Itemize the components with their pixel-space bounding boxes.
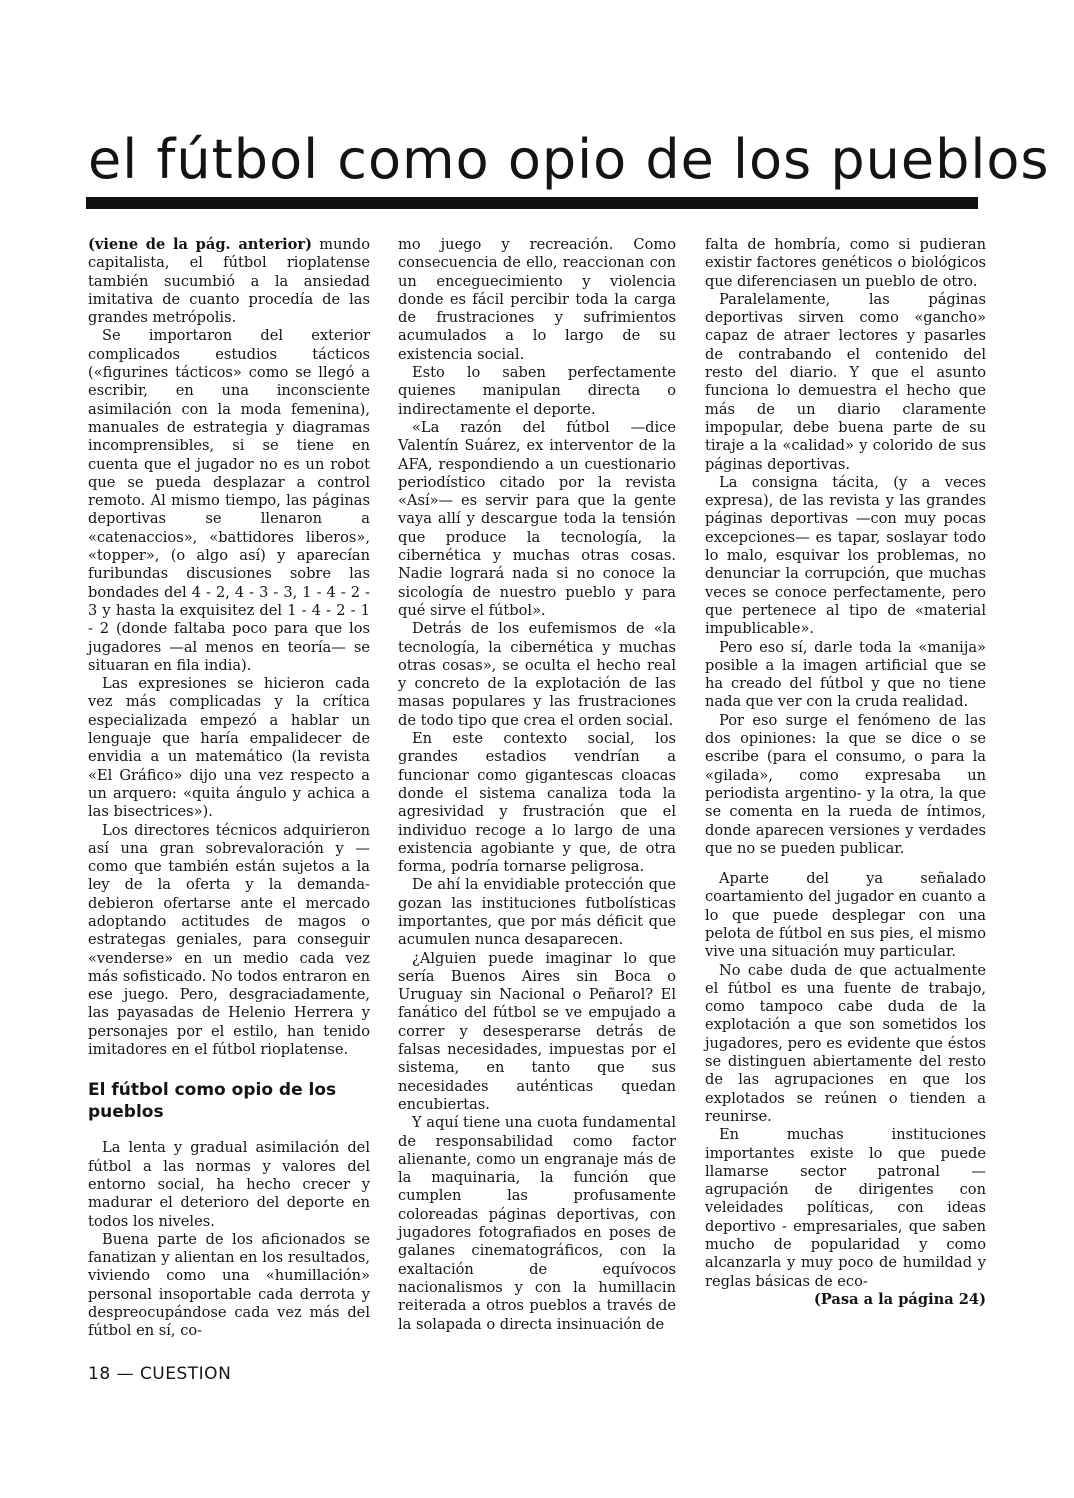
title-rule: [86, 197, 978, 209]
column-3: [705, 236, 986, 1309]
paragraph: «La razón del fútbol —dice Valentín Suárez, ex interventor de la AFA, respondiendo a un cuestionario periodístico citado por la revista «Así»— es servir para que la gente vaya allí y descargue toda la tensión que produce la tecnología, la cibernética y muchas otras cosas. Nadie logrará nada si no conoce la sicología de nuestro pueblo y para qué sirve el fútbol».: [398, 418, 676, 619]
paragraph: En muchas instituciones importantes existe lo que puede llamarse sector patronal —agrupación de dirigentes con veleidades políticas, con ideas deportivo - empresariales, que saben mucho de popularidad y como alcanzarla y muy poco de humildad y reglas básicas de eco-: [705, 1126, 986, 1290]
paragraph-gap: [705, 858, 986, 870]
paragraph: Los directores técnicos adquirieron así una gran sobrevaloración y —como que también están sujetos a la ley de la oferta y la demanda- debieron ofertarse ante el mercado adoptando actitudes de magos o estrategas geniales, para conseguir «venderse» en un medio cada vez más sofisticado. No todos entraron en ese juego. Pero, desgraciadamente, las payasadas de Helenio Herrera y personajes por el estilo, han tenido imitadores en el fútbol rioplatense.: [88, 821, 370, 1059]
column-2: [398, 236, 676, 1334]
column-1: [88, 236, 370, 1341]
paragraph: Detrás de los eufemismos de «la tecnología, la cibernética y muchas otras cosas», se oculta el hecho real y concreto de la explotación de las masas populares y las frustraciones de todo tipo que crea el orden social.: [398, 620, 676, 729]
paragraph: De ahí la envidiable protección que gozan las instituciones futbolísticas importantes, que por más déficit que acumulen nunca desaparecen.: [398, 876, 676, 949]
paragraph: Pero eso sí, darle toda la «manija» posible a la imagen artificial que se ha creado del fútbol y que no tiene nada que ver con la cruda realidad.: [705, 638, 986, 711]
paragraph: Paralelamente, las páginas deportivas sirven como «gancho» capaz de atraer lectores y pasarles de contrabando el contenido del resto del diario. Y que el asunto funciona lo demuestra el hecho que más de un diario claramente impopular, debe buena parte de su tiraje a la «calidad» y colorido de sus páginas deportivas.: [705, 290, 986, 473]
page-footer: 18 — CUESTION: [88, 1364, 232, 1384]
article-title: el fútbol como opio de los pueblos: [88, 128, 1050, 191]
paragraph: En este contexto social, los grandes estadios vendrían a funcionar como gigantescas cloacas donde el sistema canaliza toda la agresividad y frustración que el individuo recoge a lo largo de una existencia agobiante y que, de otra forma, podría tornarse peligrosa.: [398, 730, 676, 876]
paragraph: Aparte del ya señalado coartamiento del jugador en cuanto a lo que puede desplegar con una pelota de fútbol en sus pies, el mismo vive una situación muy particular.: [705, 870, 986, 961]
paragraph: ¿Alguien puede imaginar lo que sería Buenos Aires sin Boca o Uruguay sin Nacional o Peñarol? El fanático del fútbol se ve empujado a correr y desesperarse detrás de falsas necesidades, impuestas por el sistema, en tanto que sus necesidades auténticas quedan encubiertas.: [398, 949, 676, 1113]
paragraph: Las expresiones se hicieron cada vez más complicadas y la crítica especializada empezó a hablar un lenguaje que haría empalidecer de envidia a un matemático (la revista «El Gráfico» dijo una vez respecto a un arquero: «quita ángulo y achica a las bisectrices»).: [88, 675, 370, 821]
paragraph: Buena parte de los aficionados se fanatizan y alientan en los resultados, viviendo como una «humillación» personal insoportable cada derrota y despreocupándose cada vez más del fútbol en sí, co-: [88, 1230, 370, 1340]
paragraph: Esto lo saben perfectamente quienes manipulan directa o indirectamente el deporte.: [398, 364, 676, 418]
paragraph: Y aquí tiene una cuota fundamental de responsabilidad como factor alienante, como un engranaje más de la maquinaria, la función que cumplen las profusamente coloreadas páginas deportivas, con jugadores fotografiados en poses de galanes cinematográficos, con la exaltación de equívocos nacionalismos y con la humillacin reiterada a otros pueblos a través de la solapada o directa insinuación de: [398, 1114, 676, 1333]
paragraph: No cabe duda de que actualmente el fútbol es una fuente de trabajo, como tampoco cabe duda de la explotación a que son sometidos los jugadores, pero es evidente que éstos se distinguen abiertamente del resto de las agrupaciones en que los explotados se reúnen o tienden a reunirse.: [705, 961, 986, 1125]
section-subheading: El fútbol como opio de los pueblos: [88, 1080, 337, 1123]
paragraph: mo juego y recreación. Como consecuencia de ello, reaccionan con un enceguecimiento y violencia donde es fácil percibir toda la carga de frustraciones y sufrimientos acumulados a lo largo de su existencia social.: [398, 236, 676, 363]
paragraph: La consigna tácita, (y a veces expresa), de las revista y las grandes páginas deportivas —con muy pocas excepciones— es tapar, soslayar todo lo malo, esquivar los problemas, no denunciar la corrupción, que muchas veces se conoce perfectamente, pero que pertenece al tipo de «material impublicable».: [705, 473, 986, 638]
continued-from-note: (viene de la pág. anterior): [88, 236, 312, 253]
paragraph: [88, 236, 370, 327]
paragraph: Por eso surge el fenómeno de las dos opiniones: la que se dice o se escribe (para el consumo, o para la «gilada», como expresaba un periodista argentino- y la otra, la que se comenta en la rueda de íntimos, donde aparecen versiones y verdades que no se pueden publicar.: [705, 711, 986, 857]
paragraph: La lenta y gradual asimilación del fútbol a las normas y valores del entorno social, ha hecho crecer y madurar el deterioro del deporte en todos los niveles.: [88, 1139, 370, 1230]
paragraph: falta de hombría, como si pudieran existir factores genéticos o biológicos que diferenciasen un pueblo de otro.: [705, 236, 986, 290]
continued-on-note: (Pasa a la página 24): [813, 1290, 986, 1308]
paragraph-text: mundo capitalista, el fútbol rioplatense también sucumbió a la ansiedad imitativa de cuanto procedía de las grandes metrópolis.: [88, 236, 371, 327]
paragraph: Se importaron del exterior complicados estudios tácticos («figurines tácticos» como se llegó a escribir, en una inconsciente asimilación con la moda femenina), manuales de estrategia y diagramas incomprensibles, si se tiene en cuenta que el jugador no es un robot que se pueda desplazar a control remoto. Al mismo tiempo, las páginas deportivas se llenaron a «catenaccios», «battidores liberos», «topper», (o algo así) y aparecían furibundas discusiones sobre las bondades del 4 - 2, 4 - 3 - 3, 1 - 4 - 2 - 3 y hasta la exquisitez del 1 - 4 - 2 - 1 - 2 (donde faltaba poco para que los jugadores —al menos en teoría— se situaran en fila india).: [88, 327, 370, 674]
